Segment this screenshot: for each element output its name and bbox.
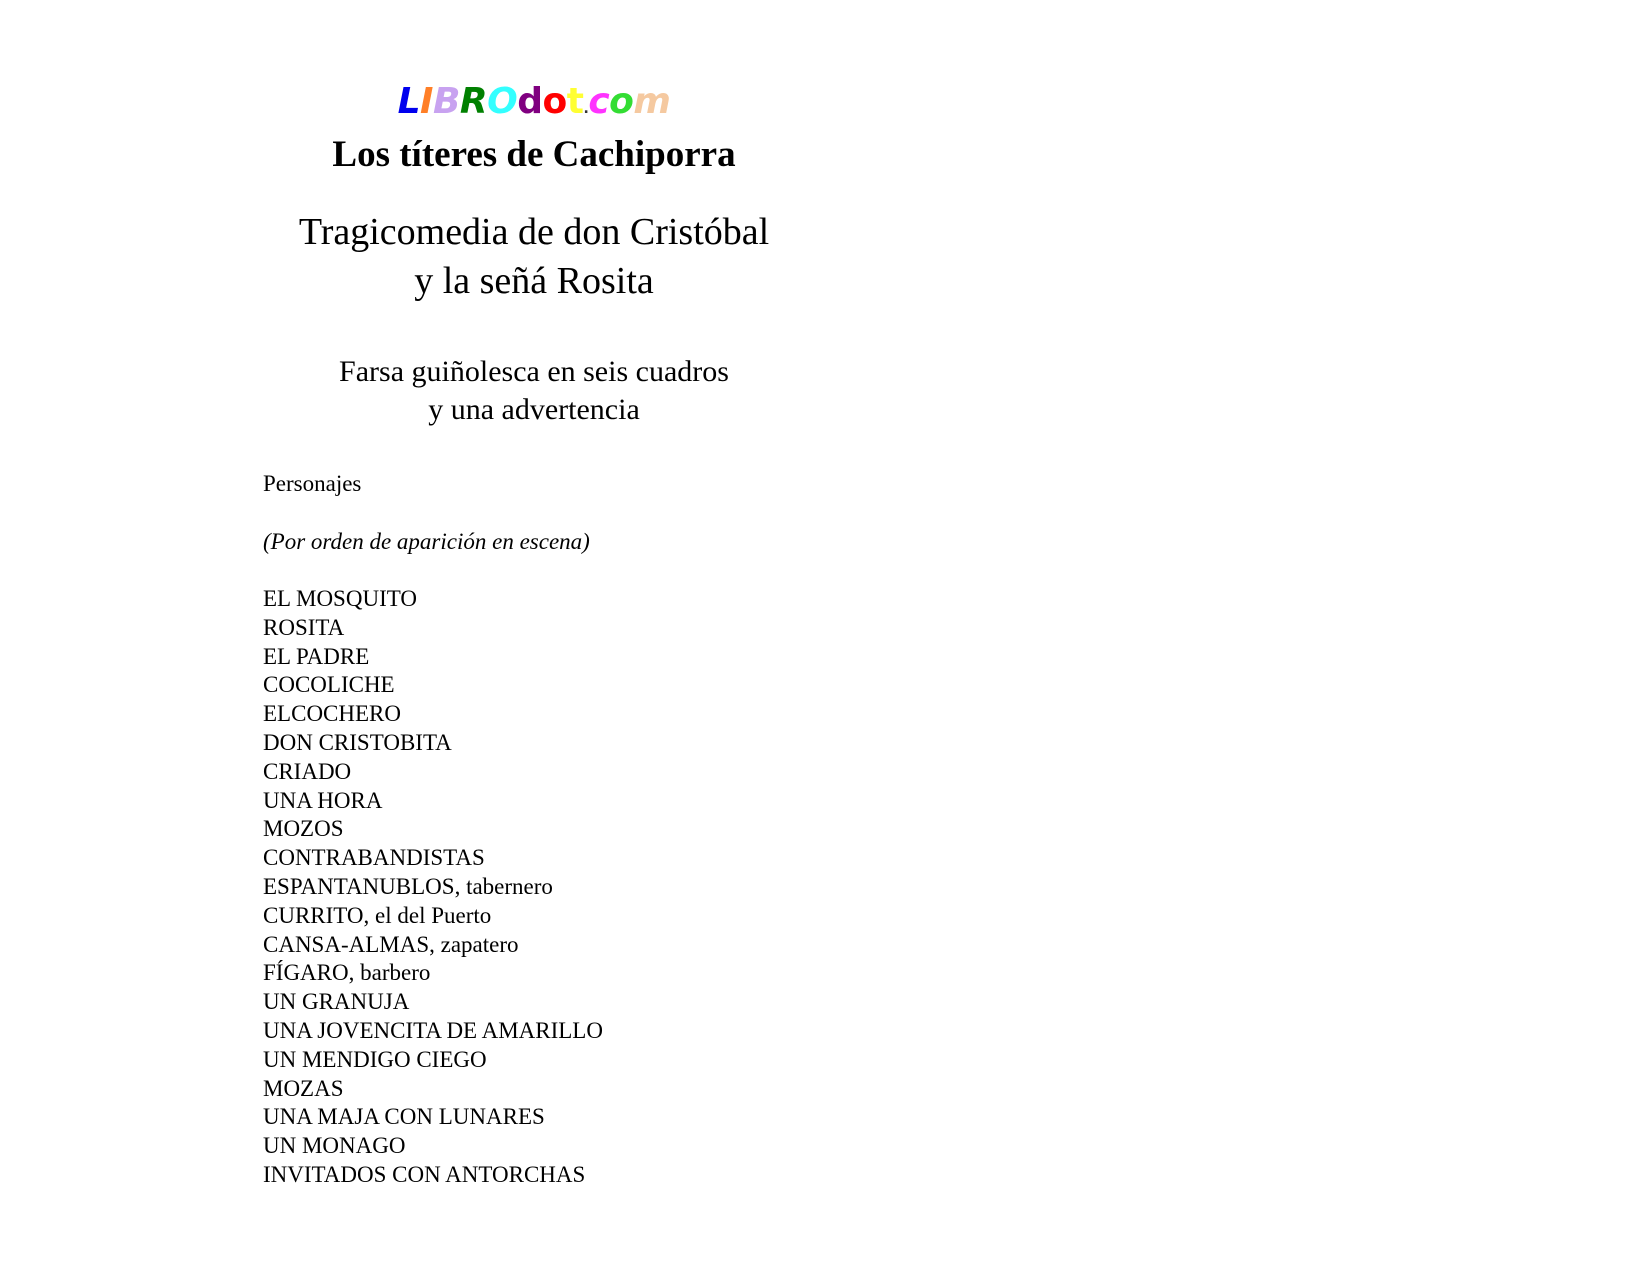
cast-item: INVITADOS CON ANTORCHAS bbox=[263, 1161, 586, 1187]
cast-item: FÍGARO, barbero bbox=[263, 960, 431, 986]
cast-item: CANSA-ALMAS, zapatero bbox=[263, 931, 519, 957]
cast-item: MOZAS bbox=[263, 1075, 344, 1101]
cast-item: DON CRISTOBITA bbox=[263, 729, 452, 755]
logo-letter: . bbox=[583, 101, 589, 117]
logo-letter: L bbox=[397, 81, 421, 122]
logo-letter: I bbox=[420, 81, 433, 122]
cast-item: ESPANTANUBLOS, tabernero bbox=[263, 873, 553, 899]
cast-item: UNA JOVENCITA DE AMARILLO bbox=[263, 1017, 603, 1043]
logo-letter: m bbox=[633, 81, 671, 122]
cast-item: EL PADRE bbox=[263, 643, 370, 669]
logo-letter: o bbox=[609, 81, 634, 122]
logo-letter: o bbox=[542, 81, 567, 122]
cast-item: UN GRANUJA bbox=[263, 989, 410, 1015]
genre-description bbox=[234, 353, 834, 429]
subtitle-line-1: Tragicomedia de don Cristóbal bbox=[298, 211, 770, 253]
cast-item: MOZOS bbox=[263, 816, 344, 842]
cast-item: UN MENDIGO CIEGO bbox=[263, 1046, 487, 1072]
document-subtitle bbox=[234, 208, 834, 306]
cast-item: COCOLICHE bbox=[263, 672, 395, 698]
cast-list bbox=[263, 585, 603, 1190]
logo-letter: t bbox=[566, 81, 584, 122]
cast-item: CURRITO, el del Puerto bbox=[263, 902, 492, 928]
cast-item: CONTRABANDISTAS bbox=[263, 845, 485, 871]
genre-line-2: y una advertencia bbox=[428, 393, 640, 426]
cast-item: ROSITA bbox=[263, 614, 345, 640]
logo-letter: B bbox=[432, 81, 460, 122]
genre-line-1: Farsa guiñolesca en seis cuadros bbox=[339, 355, 729, 388]
cast-item: UN MONAGO bbox=[263, 1133, 406, 1159]
appearance-order-note: (Por orden de aparición en escena) bbox=[263, 529, 590, 554]
cast-item: EL MOSQUITO bbox=[263, 586, 417, 611]
logo-letter: c bbox=[588, 81, 610, 122]
logo-letter: R bbox=[459, 81, 488, 122]
personajes-heading: Personajes bbox=[263, 471, 362, 496]
cast-item: CRIADO bbox=[263, 758, 352, 784]
document-title: Los títeres de Cachiporra bbox=[332, 134, 736, 175]
cast-item: UNA HORA bbox=[263, 787, 383, 813]
logo-letter: O bbox=[487, 81, 518, 122]
cast-item: UNA MAJA CON LUNARES bbox=[263, 1104, 545, 1130]
subtitle-line-2: y la señá Rosita bbox=[414, 260, 654, 302]
logo-letter: d bbox=[517, 81, 543, 122]
librodot-logo bbox=[234, 80, 834, 124]
cast-item: ELCOCHERO bbox=[263, 701, 401, 727]
